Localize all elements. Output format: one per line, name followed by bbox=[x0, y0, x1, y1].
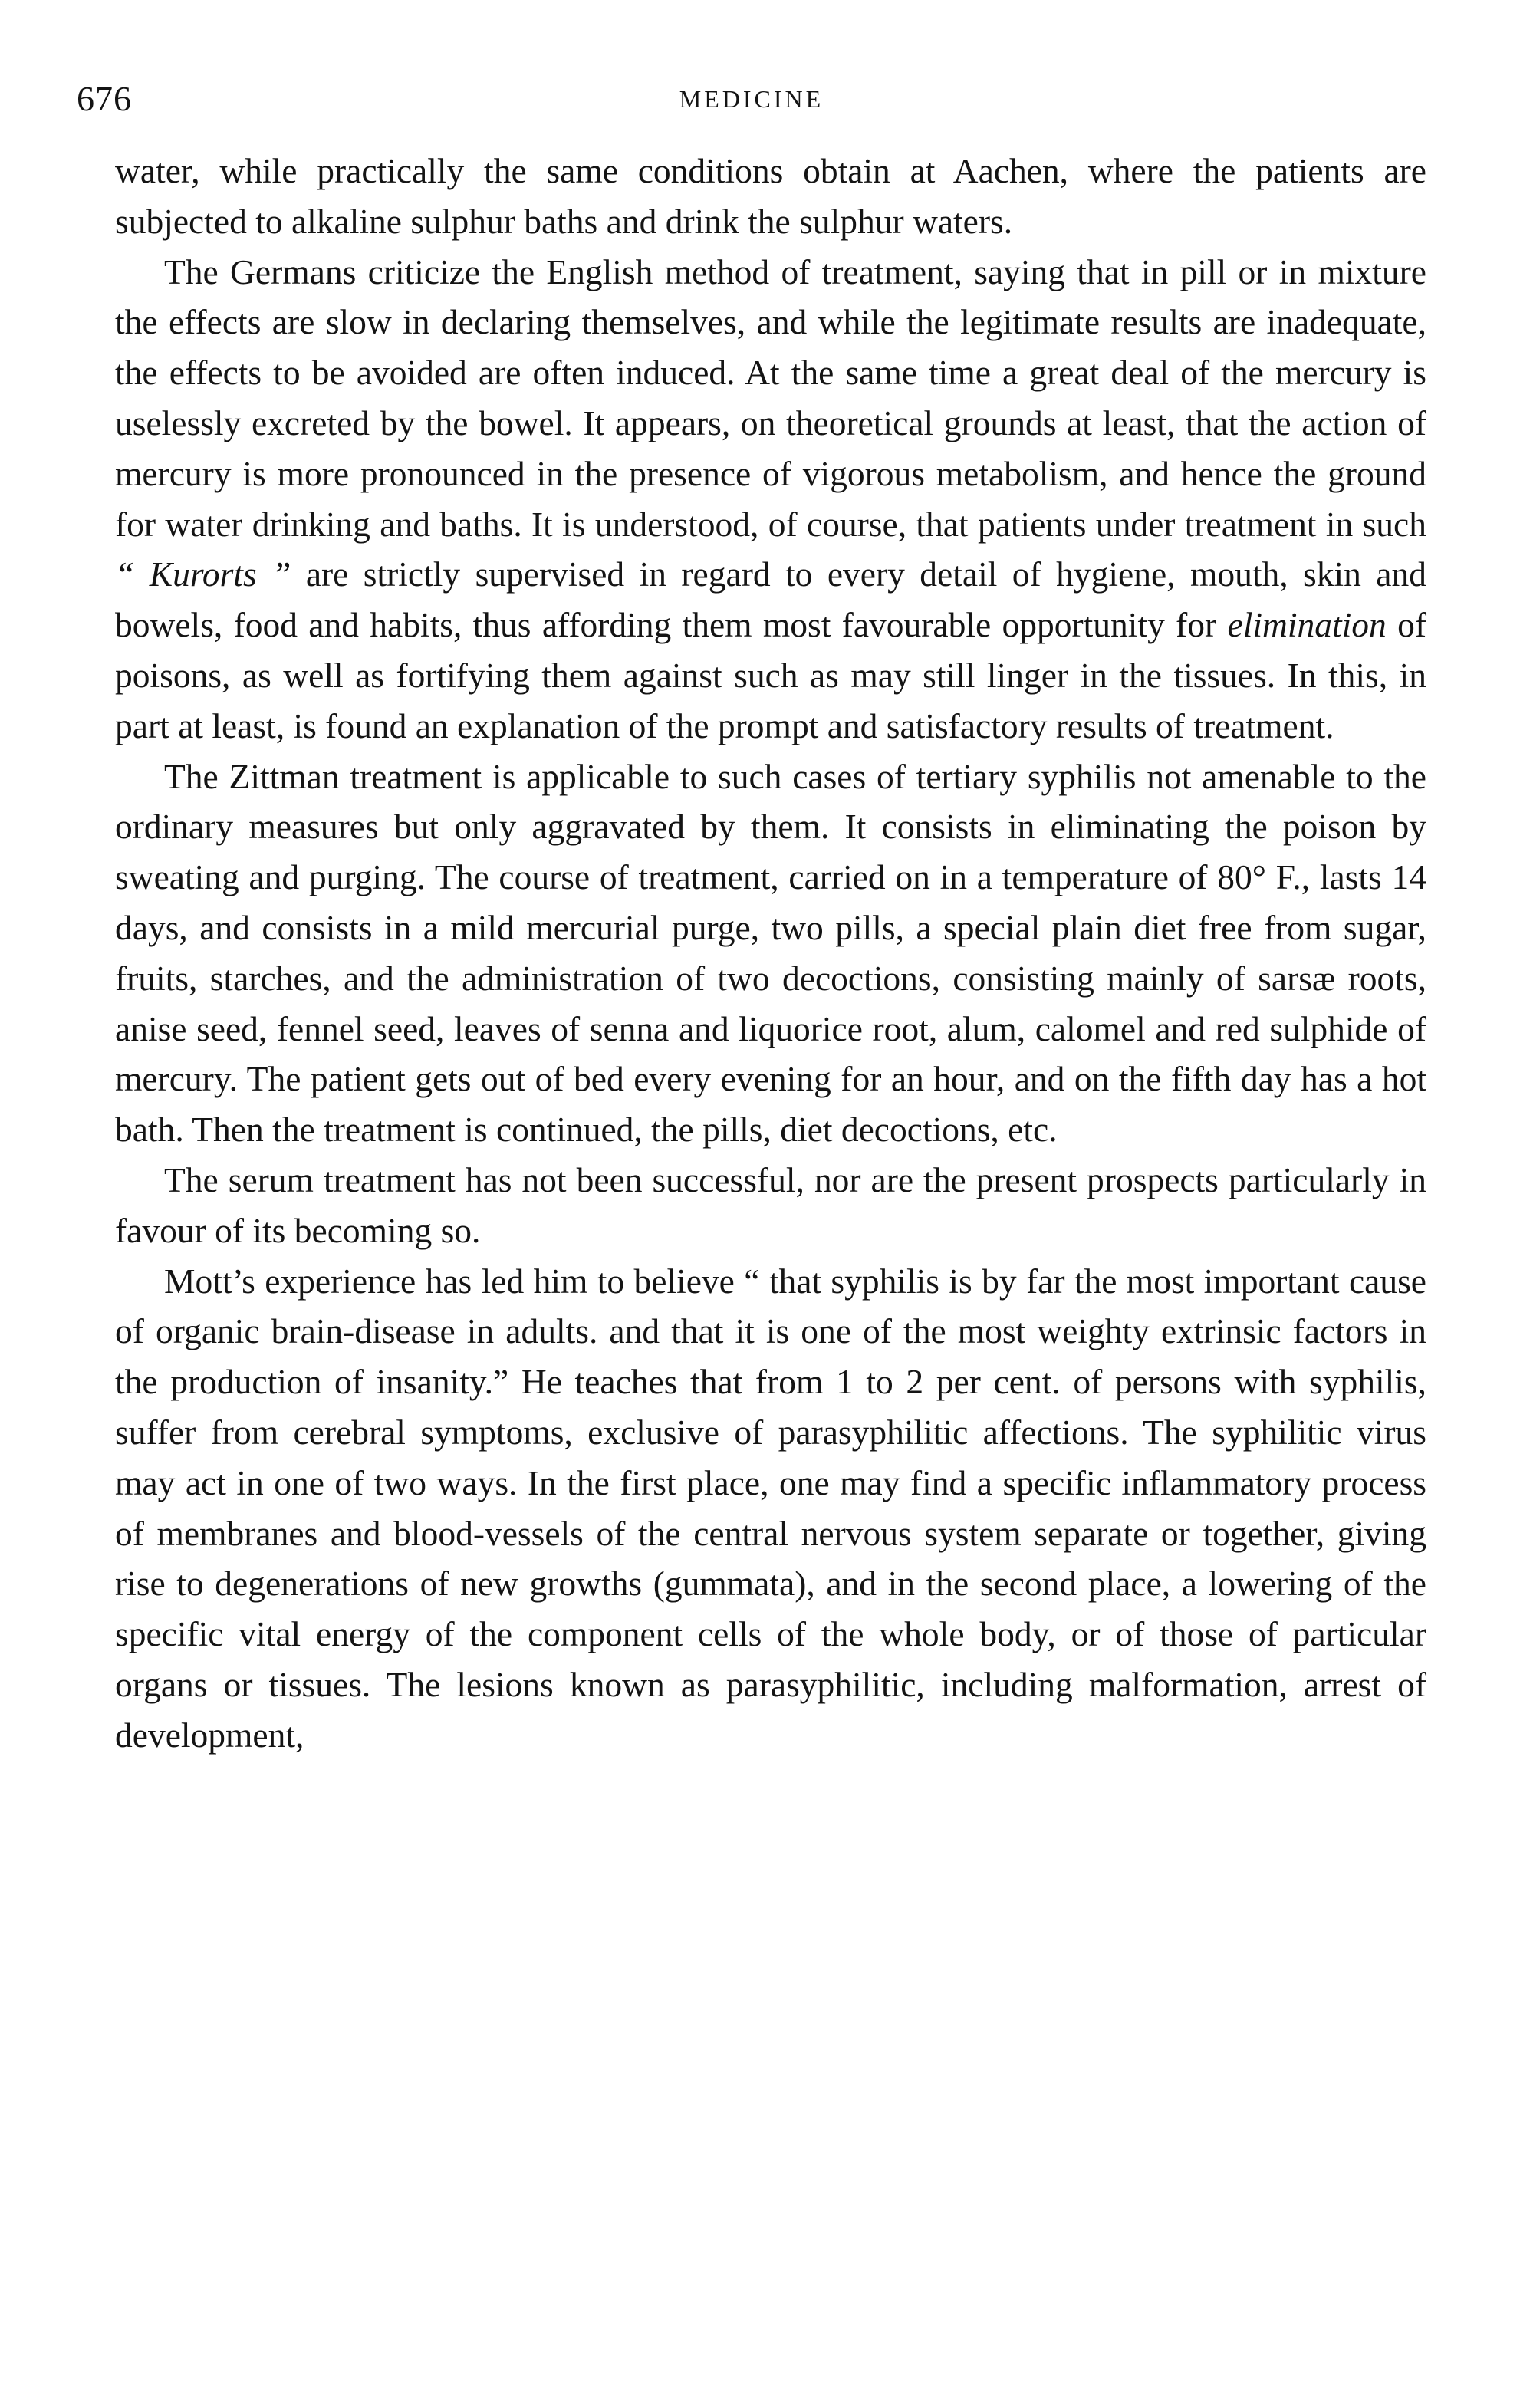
paragraph-zittman-treatment bbox=[115, 752, 1426, 1155]
text-segment: are strictly supervised in regard to every detail of hygiene, mouth, skin and bowels, food and habits, thus affording them most favourable opportunity for bbox=[115, 554, 1427, 645]
text-segment: The Zittman treatment is applicable to such cases of tertiary syphilis not amenable to the ordinary measures but only aggravated by them. It consists in eliminating the poison by sweating and purging. The course of treatment, carried on in a temperature of 80° F., lasts 14 days, and consists in a mild mercurial purge, two pills, a special plain diet free from sugar, fruits, starches, and the administration of two decoctions, consisting mainly of sarsæ roots, anise seed, fennel seed, leaves of senna and liquorice root, alum, calomel and red sulphide of mercury. The patient gets out of bed every evening for an hour, and on the fifth day has a hot bath. Then the treatment is continued, the pills, diet decoctions, etc. bbox=[115, 756, 1426, 1150]
text-segment: Mott’s experience has led him to believe “ that syphilis is by far the most important cause of organic brain-disease in adults. and that it is one of the most weighty extrinsic factors in the production of insanity.” He teaches that from 1 to 2 per cent. of persons with syphilis, suffer from cerebral symptoms, exclusive of parasyphilitic affections. The syphilitic virus may act in one of two ways. In the first place, one may find a specific inflammatory process of membranes and blood-vessels of the central nervous system separate or together, giving rise to degenerations of new growths (gummata), and in the second place, a lowering of the specific vital energy of the component cells of the whole body, or of those of particular organs or tissues. The lesions known as parasyphilitic, including malformation, arrest of development, bbox=[115, 1261, 1426, 1755]
page-number: 676 bbox=[77, 79, 132, 118]
page-header bbox=[77, 72, 1426, 126]
text-segment: of poisons, as well as fortifying them against such as may still linger in the tissues. In this, in part at least, is found an explanation of the prompt and satisfactory results of treatment. bbox=[115, 605, 1426, 745]
paragraph-german-method bbox=[115, 247, 1426, 752]
italic-term-elimination: elimination bbox=[1227, 605, 1387, 645]
text-segment: water, while practically the same conditions obtain at Aachen, where the patients are subjected to alkaline sulphur baths and drink the sulphur waters. bbox=[115, 151, 1426, 241]
italic-term-kurorts: “ Kurorts ” bbox=[115, 554, 291, 594]
paragraph-continued bbox=[115, 146, 1426, 247]
paragraph-serum-treatment bbox=[115, 1155, 1426, 1256]
paragraph-mott-experience bbox=[115, 1256, 1426, 1761]
body-text bbox=[115, 146, 1426, 1761]
text-segment: The serum treatment has not been successful, nor are the present prospects particularly in favour of its becoming so. bbox=[115, 1160, 1426, 1250]
running-head: MEDICINE bbox=[679, 85, 824, 113]
text-segment: The Germans criticize the English method of treatment, saying that in pill or in mixture the effects are slow in declaring themselves, and while the legitimate results are inadequate, the effects to be avoided are often induced. At the same time a great deal of the mercury is uselessly excreted by the bowel. It appears, on theoretical grounds at least, that the action of mercury is more pronounced in the presence of vigorous metabolism, and hence the ground for water drinking and baths. It is understood, of course, that patients under treatment in such bbox=[115, 252, 1426, 544]
